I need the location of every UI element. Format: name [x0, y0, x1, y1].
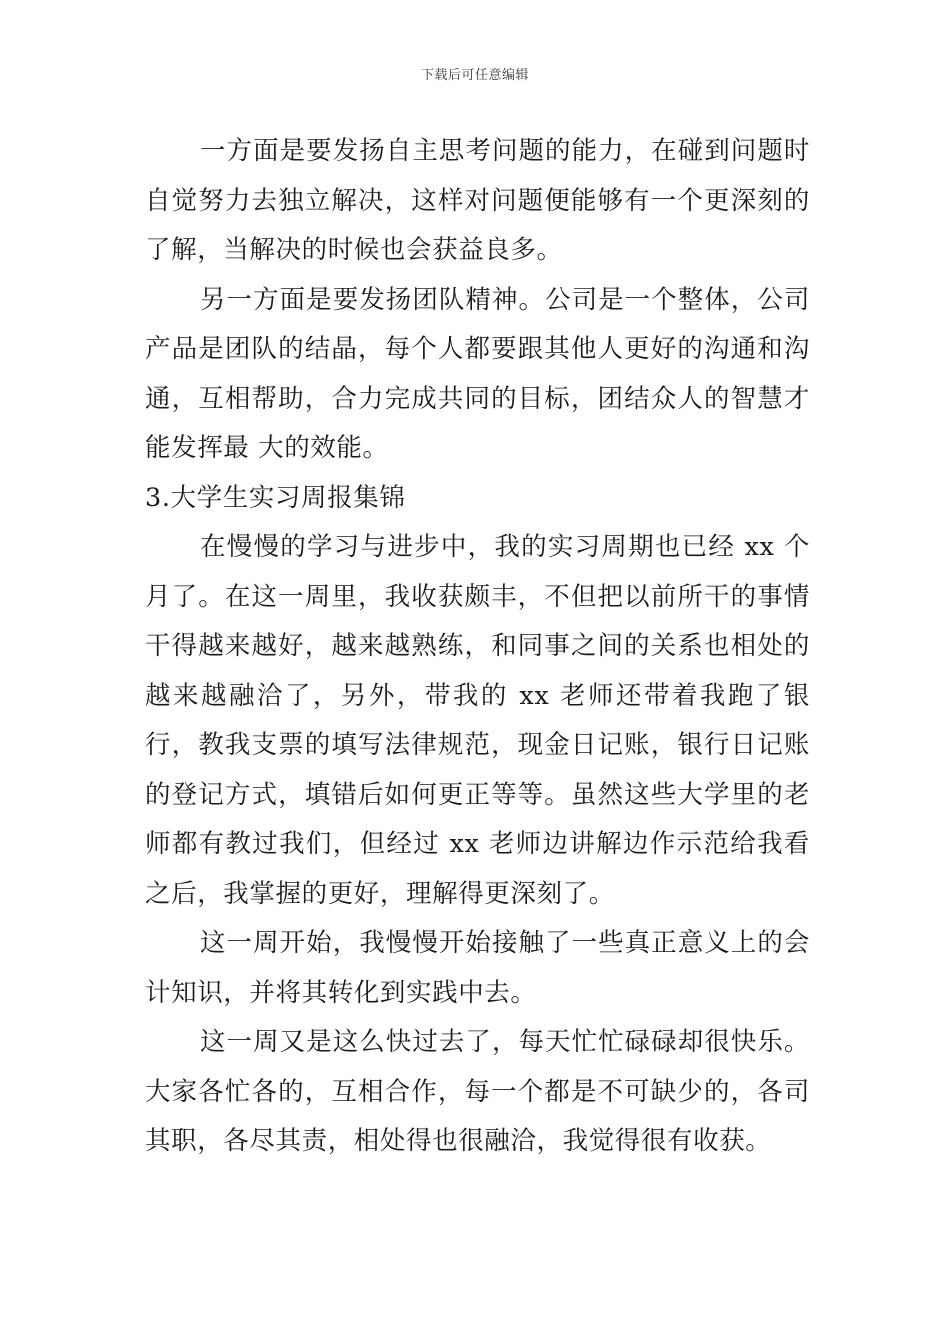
paragraph-self-thinking: 一方面是要发扬自主思考问题的能力，在碰到问题时自觉努力去独立解决，这样对问题便能够有一个更深刻的了解，当解决的时候也会获益良多。 [145, 136, 810, 265]
section-heading: 3.大学生实习周报集锦 [145, 482, 406, 513]
document-body [145, 127, 810, 1167]
paragraph-team-spirit: 另一方面是要发扬团队精神。公司是一个整体，公司产品是团队的结晶，每个人都要跟其他人更好的沟通和沟通，互相帮助，合力完成共同的目标，团结众人的智慧才能发挥最 大的效能。 [145, 284, 810, 463]
paragraph-accounting-knowledge: 这一周开始，我慢慢开始接触了一些真正意义上的会计知识，并将其转化到实践中去。 [145, 928, 810, 1008]
paragraph-teamwork: 这一周又是这么快过去了，每天忙忙碌碌却很快乐。大家各忙各的，互相合作，每一个都是不可缺少的，各司其职，各尽其责，相处得也很融洽，我觉得很有收获。 [145, 1027, 810, 1156]
page-header: 下载后可任意编辑 [420, 68, 529, 83]
paragraph-weekly-progress: 在慢慢的学习与进步中，我的实习周期也已经 xx 个月了。在这一周里，我收获颇丰，不但把以前所干的事情干得越来越好，越来越熟练，和同事之间的关系也相处的越来越融洽了，另外，带我的 xx 老师还带着我跑了银行，教我支票的填写法律规范，现金日记账，银行日记账的登记方式，填错后如何更正等等。虽然这些大学里的老师都有教过我们，但经过 xx 老师边讲解边作示范给我看之后，我掌握的更好，理解得更深刻了。 [145, 532, 810, 909]
